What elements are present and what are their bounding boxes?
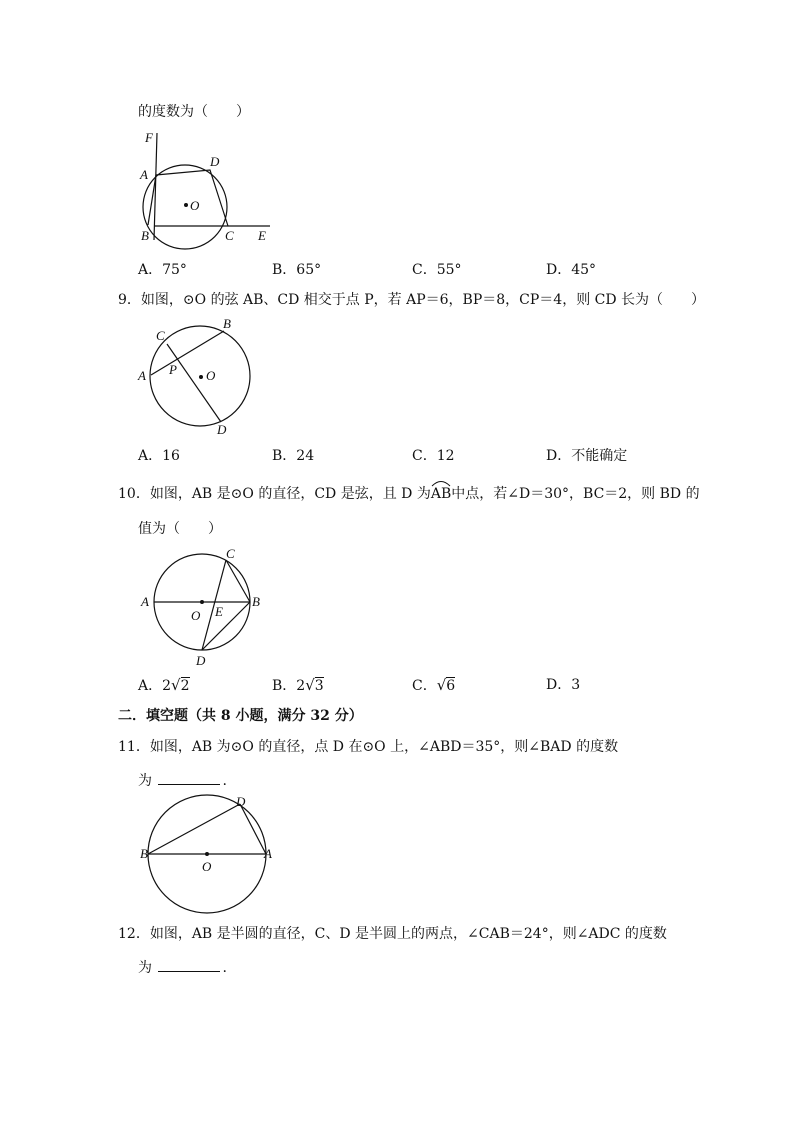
q9-label-o: O [206, 368, 216, 383]
q10-stem-line1 [118, 485, 700, 503]
q8-label-d: D [210, 154, 220, 169]
q11-stem-line2: 为 . [138, 770, 227, 790]
sqrt-icon: √ [171, 676, 181, 694]
q8-center-dot [184, 203, 188, 207]
q11-stem: 11．如图，AB 为⊙O 的直径，点 D 在⊙O 上，∠ABD＝35°，则∠BAD 的度数 [118, 739, 619, 755]
q9-option-d: D．不能确定 [546, 448, 628, 464]
q8-label-e: E [258, 228, 266, 243]
q10-label-e: E [215, 604, 223, 619]
q10-chord-cb [226, 560, 250, 602]
q8-stem-continuation: 的度数为（ ） [138, 104, 250, 120]
q11-chord-bd [148, 804, 240, 854]
q11-chord-da [240, 804, 266, 854]
q10-label-o: O [191, 608, 201, 623]
q10-arc-icon [431, 479, 451, 487]
q10-option-c: C．√6 [412, 676, 456, 694]
q10-option-a: A．2√2 [138, 676, 190, 694]
q9-label-c: C [156, 328, 165, 343]
q10-chord-bd [202, 602, 250, 650]
q11-label-d: D [236, 794, 246, 809]
q9-figure [130, 314, 260, 442]
sqrt-icon: √ [305, 676, 315, 694]
q9-label-d: D [217, 422, 227, 437]
q9-option-c: C．12 [412, 448, 455, 464]
q10-label-c: C [226, 546, 235, 561]
q11-label-a: A [264, 846, 272, 861]
q12-stem: 12．如图，AB 是半圆的直径，C、D 是半圆上的两点，∠CAB＝24°，则∠ADC 的度数 [118, 926, 667, 942]
q9-option-b: B．24 [272, 448, 315, 464]
q8-label-b: B [141, 228, 149, 243]
q10-label-a: A [141, 594, 149, 609]
q10-stem-line2: 值为（ ） [138, 521, 222, 537]
q10-label-d: D [196, 653, 206, 668]
q9-label-a: A [138, 368, 146, 383]
section-2-title: 二．填空题（共 8 小题，满分 32 分） [118, 708, 363, 724]
q10-stem-part-b: 中点，若∠D＝30°，BC＝2，则 BD 的 [451, 486, 700, 502]
q11-center-dot [205, 852, 209, 856]
q9-center-dot [199, 375, 203, 379]
q10-option-b: B．2√3 [272, 676, 324, 694]
q10-option-d: D．3 [546, 677, 581, 693]
q10-figure [130, 544, 270, 676]
q8-figure [130, 128, 280, 254]
q9-stem: 9．如图，⊙O 的弦 AB、CD 相交于点 P，若 AP＝6，BP＝8，CP＝4，则 CD 长为（ ） [118, 292, 706, 308]
q8-label-f: F [145, 130, 153, 145]
q10-stem-part-a: 10．如图，AB 是⊙O 的直径，CD 是弦，且 D 为 [118, 486, 431, 502]
q8-label-o: O [190, 198, 200, 213]
q8-label-a: A [140, 167, 148, 182]
q11-label-b: B [140, 846, 148, 861]
q12-answer-blank[interactable] [158, 957, 220, 972]
sqrt-icon: √ [436, 676, 447, 694]
q9-label-p: P [169, 362, 177, 377]
q9-option-a: A．16 [138, 448, 180, 464]
q8-option-d: D．45° [546, 262, 597, 278]
q8-label-c: C [225, 228, 234, 243]
q10-center-dot [200, 600, 204, 604]
q8-option-a: A．75° [138, 262, 187, 278]
q10-label-b: B [252, 594, 260, 609]
q11-label-o: O [202, 859, 212, 874]
q9-chord-cd [167, 344, 221, 422]
q10-arc-ab: AB [431, 485, 451, 503]
q12-stem-line2: 为 . [138, 957, 227, 977]
q8-option-c: C．55° [412, 262, 462, 278]
q9-label-b: B [223, 316, 231, 331]
q11-figure [130, 792, 280, 920]
q11-answer-blank[interactable] [158, 770, 220, 785]
q8-option-b: B．65° [272, 262, 322, 278]
